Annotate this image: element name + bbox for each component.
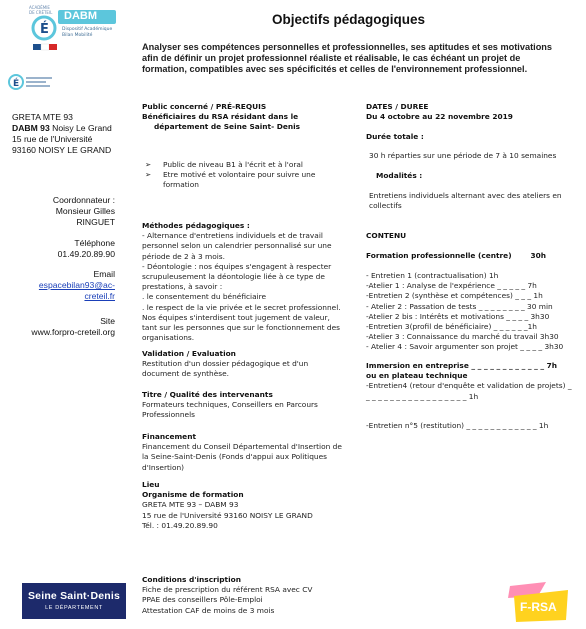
conditions-line: Attestation CAF de moins de 3 mois: [142, 605, 275, 615]
conditions-heading: Conditions d'inscription: [142, 575, 241, 584]
dabm-logo-text: DABM: [64, 10, 97, 22]
phone-number: 01.49.20.89.90: [57, 249, 115, 259]
public-heading-3: département de Seine Saint- Denis: [154, 122, 301, 132]
immersion-section: [366, 361, 576, 402]
dabm-logo: [28, 2, 128, 60]
lieu-sub: Organisme de formation: [142, 490, 244, 500]
list-item: ➢ Public de niveau B1 à l'écrit et à l'oral: [145, 160, 303, 169]
email-label: Email: [93, 269, 115, 279]
lieu-line: 15 rue de l'Université 93160 NOISY LE GRAND: [142, 510, 313, 520]
phone-block: [12, 238, 115, 260]
formation-hours: 30h: [530, 251, 546, 260]
public-heading-2: Bénéficiaires du RSA résidant dans le: [142, 112, 299, 122]
methods-line: - Alternance d'entretiens individuels et de travail personnel selon un calendrier personnalisé sur une période de 2 à 3 mois.: [142, 231, 332, 261]
dates-section: [366, 102, 586, 122]
list-item: - Atelier 2 : Passation de tests _ _ _ _ _ _ _ _ 30 min: [366, 301, 553, 311]
org-dabm: DABM 93 Noisy Le Grand: [12, 123, 112, 133]
methods-section: [142, 221, 342, 343]
list-item: -Atelier 1 : Analyse de l'expérience _ _ _ _ _ 7h: [366, 281, 537, 291]
address-street: 15 rue de l'Université: [12, 134, 93, 144]
address-city: 93160 NOISY LE GRAND: [12, 145, 112, 155]
formation-row: [366, 251, 546, 261]
financement-text: Financement du Conseil Départemental d'Insertion de la Seine-Saint-Denis (Fonds d'appui aux Politiques d'Insertion): [142, 442, 342, 472]
frsa-logo-text: F-RSA: [520, 600, 557, 614]
email-link-part1[interactable]: espacebilan93@ac-: [38, 280, 115, 290]
list-item: -Atelier 2 bis : Intérêts et motivations _ _ _ _ 3h30: [366, 311, 550, 321]
conditions-line: Fiche de prescription du référent RSA avec CV: [142, 585, 313, 595]
seine-logo-sub: LE DÉPARTEMENT: [45, 605, 103, 611]
frsa-logo: [506, 580, 574, 624]
seine-logo-title: Seine Saint·Denis: [27, 590, 121, 602]
lieu-section: [142, 480, 352, 531]
methods-line: . le respect de la vie privée et le secret professionnel. Nos équipes s'interdisent tout jugement de valeur, tant sur les personnes que sur le fonctionnement des organisations.: [142, 302, 341, 343]
validation-text: Restitution d'un dossier pédagogique et d'un document de synthèse.: [142, 359, 309, 379]
contenu-heading: CONTENU: [366, 231, 407, 240]
seine-saint-denis-logo: [22, 583, 126, 619]
methods-line: . le consentement du bénéficiaire: [142, 292, 267, 302]
lieu-line: Tél. : 01.49.20.89.90: [142, 520, 218, 530]
list-item: -Atelier 3 : Connaissance du marché du travail 3h30: [366, 332, 559, 342]
list-item: -Entretien 2 (synthèse et compétences) _ _ _ 1h: [366, 291, 543, 301]
email-link-part2[interactable]: creteil.fr: [84, 291, 115, 301]
email-link[interactable]: [12, 280, 115, 291]
list-item: - Atelier 4 : Savoir argumenter son projet _ _ _ _ 3h30: [366, 342, 564, 352]
formation-label: Formation professionnelle (centre): [366, 251, 512, 260]
org-greta: GRETA MTE 93: [12, 112, 73, 122]
academie-logo-small: [8, 72, 58, 92]
titre-section: [142, 390, 342, 421]
svg-text:É: É: [13, 79, 20, 89]
dabm-logo-subtitle: Dispositif Académique Bilan Mobilité: [62, 27, 113, 38]
svg-text:ACADÉMIE: ACADÉMIE: [29, 5, 50, 10]
phone-label: Téléphone: [74, 238, 115, 248]
site-block: [12, 316, 115, 338]
intro-objectives: Analyser ses compétences personnelles et professionnelles, ses aptitudes et ses motivations afin de définir un projet professionnel réaliste et réalisable, le cas échéant un projet de formation, compatibles avec ses spécificités et celles de l'environnement professionnel.: [142, 42, 553, 74]
coordinator-label: Coordonnateur :: [52, 195, 115, 205]
immersion-line: Immersion en entreprise _ _ _ _ _ _ _ _ _ _ _ _ 7h: [366, 361, 558, 370]
site-url: www.forpro-creteil.org: [31, 327, 115, 337]
list-item: - Entretien 1 (contractualisation) 1h: [366, 271, 499, 280]
modalites-value: Entretiens individuels alternant avec des ateliers en collectifs: [369, 191, 562, 211]
conditions-section: [142, 575, 362, 616]
coordinator-block: [12, 195, 115, 228]
public-heading: Public concerné / PRÉ-REQUIS: [142, 102, 267, 111]
public-section: [142, 102, 347, 133]
modalites-label: Modalités :: [376, 171, 423, 180]
entretien4: -Entretien4 (retour d'enquête et validation de projets) _ _ _ _ _ _ _ _ _ _ _ _ _ _ _ _ _ _ 1h: [366, 381, 572, 401]
financement-heading: Financement: [142, 432, 196, 441]
contenu-list: [366, 271, 581, 353]
validation-section: [142, 349, 342, 380]
immersion-line-2: ou en plateau technique: [366, 371, 468, 381]
methods-heading: Méthodes pédagogiques :: [142, 221, 250, 230]
duree-label: Durée totale :: [366, 132, 424, 141]
duree-section: [366, 132, 586, 142]
coordinator-name: Monsieur Gilles: [55, 206, 115, 216]
lieu-line: GRETA MTE 93 – DABM 93: [142, 500, 239, 510]
list-item: -Entretien 3(profil de bénéficiaire) _ _ _ _ _ _1h: [366, 322, 537, 332]
titre-heading: Titre / Qualité des intervenants: [142, 390, 273, 399]
site-label: Site: [100, 316, 115, 326]
email-block: [12, 269, 115, 302]
duree-value: 30 h réparties sur une période de 7 à 10 semaines: [369, 151, 557, 160]
coordinator-surname: RINGUET: [76, 217, 115, 227]
public-list: [145, 160, 345, 191]
conditions-line: PPAE des conseillers Pôle-Emploi: [142, 595, 263, 605]
svg-text:É: É: [40, 22, 49, 37]
titre-text: Formateurs techniques, Conseillers en Parcours Professionnels: [142, 400, 318, 420]
financement-section: [142, 432, 342, 473]
page-title: Objectifs pédagogiques: [272, 12, 426, 27]
entretien5: -Entretien n°5 (restitution) _ _ _ _ _ _ _ _ _ _ _ _ 1h: [366, 421, 549, 430]
lieu-heading: Lieu: [142, 480, 160, 489]
svg-text:DE CRÉTEIL: DE CRÉTEIL: [29, 10, 53, 15]
dates-heading: DATES / DUREE: [366, 102, 429, 111]
validation-heading: Validation / Evaluation: [142, 349, 236, 358]
dates-value: Du 4 octobre au 22 novembre 2019: [366, 112, 513, 122]
organisation-address: [12, 112, 132, 156]
methods-line: - Déontologie : nos équipes s'engagent à respecter scrupuleusement la déontologie liée à ce type de prestations, à savoir :: [142, 261, 332, 292]
list-item: ➢ Etre motivé et volontaire pour suivre une formation: [145, 170, 316, 190]
